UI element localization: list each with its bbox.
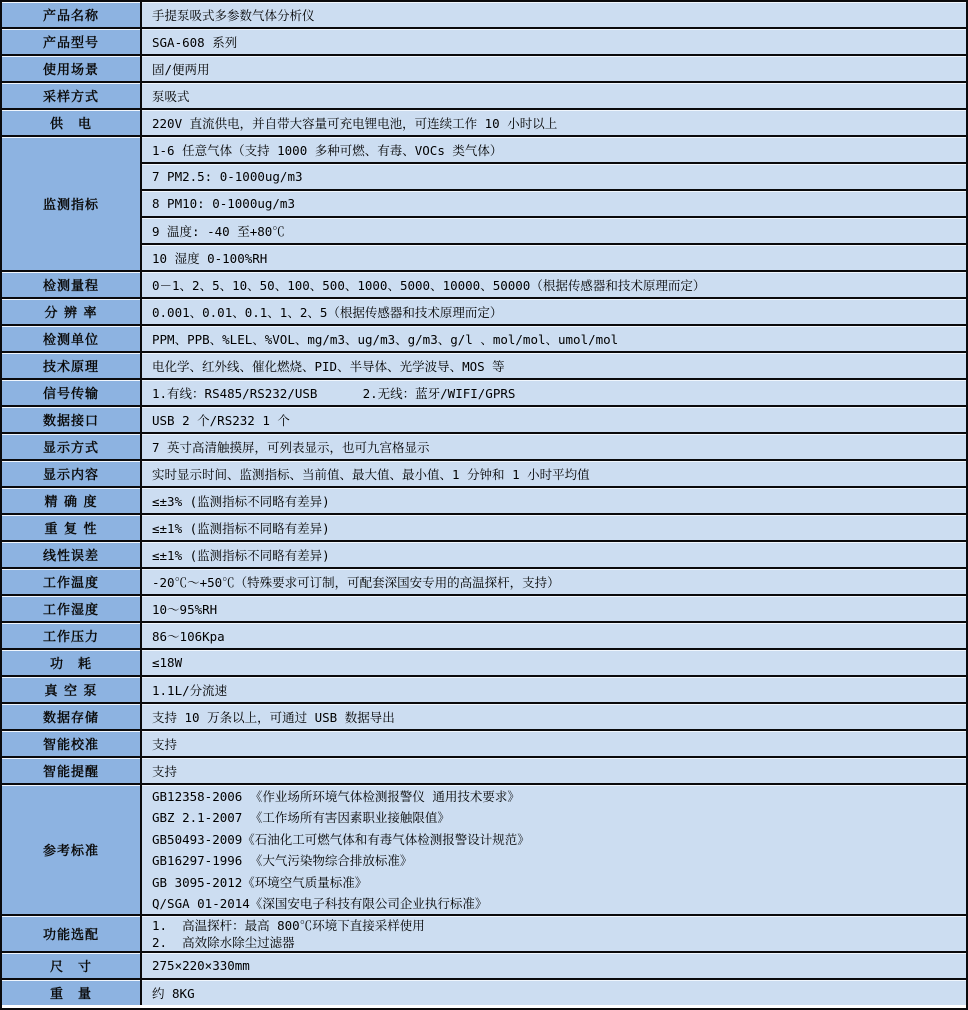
spec-value-line: 支持 <box>142 758 966 783</box>
spec-value-power-supply <box>142 110 966 135</box>
spec-value-display-content <box>142 461 966 486</box>
spec-value-line: 220V 直流供电，并自带大容量可充电锂电池，可连续工作 10 小时以上 <box>142 110 966 135</box>
spec-row-accuracy <box>2 488 966 515</box>
spec-value-smart-reminder <box>142 758 966 783</box>
spec-row-optional-features <box>2 916 966 953</box>
spec-value-optional-features <box>142 916 966 951</box>
spec-value-resolution <box>142 299 966 324</box>
spec-value-line: 1.有线：RS485/RS232/USB 2.无线：蓝牙/WIFI/GPRS <box>142 380 966 405</box>
spec-row-product-name <box>2 2 966 29</box>
spec-label-resolution: 分 辨 率 <box>2 299 142 324</box>
spec-value-line: 0.001、0.01、0.1、1、2、5（根据传感器和技术原理而定） <box>142 299 966 324</box>
spec-value-monitor-indicators <box>142 137 966 270</box>
spec-value-line: 实时显示时间、监测指标、当前值、最大值、最小值、1 分钟和 1 小时平均值 <box>142 461 966 486</box>
spec-value-line: SGA-608 系列 <box>142 29 966 54</box>
spec-row-sampling-method <box>2 83 966 110</box>
spec-value-product-name <box>142 2 966 27</box>
spec-label-monitor-indicators: 监测指标 <box>2 137 142 270</box>
spec-row-working-temperature <box>2 569 966 596</box>
spec-label-power-supply: 供 电 <box>2 110 142 135</box>
spec-value-line: ≤±1% (监测指标不同略有差异) <box>142 542 966 567</box>
spec-label-working-humidity: 工作湿度 <box>2 596 142 621</box>
spec-label-vacuum-pump: 真 空 泵 <box>2 677 142 702</box>
spec-value-line: GB50493-2009《石油化工可燃气体和有毒气体检测报警设计规范》 <box>142 828 966 850</box>
spec-value-working-temperature <box>142 569 966 594</box>
spec-label-sampling-method: 采样方式 <box>2 83 142 108</box>
spec-value-line: 0－1、2、5、10、50、100、500、1000、5000、10000、50000（根据传感器和技术原理而定） <box>142 272 966 297</box>
spec-label-repeatability: 重 复 性 <box>2 515 142 540</box>
spec-value-usage-scene <box>142 56 966 81</box>
spec-value-line: 1-6 任意气体（支持 1000 多种可燃、有毒、VOCs 类气体） <box>142 137 966 164</box>
spec-value-line: PPM、PPB、%LEL、%VOL、mg/m3、ug/m3、g/m3、g/l 、mol/mol、umol/mol <box>142 326 966 351</box>
spec-value-line: 约 8KG <box>142 980 966 1005</box>
spec-row-product-model <box>2 29 966 56</box>
spec-value-line: USB 2 个/RS232 1 个 <box>142 407 966 432</box>
spec-row-signal-transmission <box>2 380 966 407</box>
spec-row-power-supply <box>2 110 966 137</box>
spec-row-smart-calibration <box>2 731 966 758</box>
spec-label-optional-features: 功能选配 <box>2 916 142 951</box>
spec-label-display-mode: 显示方式 <box>2 434 142 459</box>
spec-row-data-storage <box>2 704 966 731</box>
spec-value-line: Q/SGA 01-2014《深国安电子科技有限公司企业执行标准》 <box>142 893 966 915</box>
spec-value-data-interface <box>142 407 966 432</box>
spec-value-line: GB12358-2006 《作业场所环境气体检测报警仪 通用技术要求》 <box>142 785 966 807</box>
spec-label-power-consumption: 功 耗 <box>2 650 142 675</box>
spec-label-working-temperature: 工作温度 <box>2 569 142 594</box>
spec-label-tech-principle: 技术原理 <box>2 353 142 378</box>
spec-label-weight: 重 量 <box>2 980 142 1005</box>
spec-label-data-interface: 数据接口 <box>2 407 142 432</box>
spec-value-line: 支持 10 万条以上，可通过 USB 数据导出 <box>142 704 966 729</box>
spec-value-line: GB 3095-2012《环境空气质量标准》 <box>142 871 966 893</box>
spec-value-product-model <box>142 29 966 54</box>
spec-value-line: ≤18W <box>142 650 966 675</box>
spec-label-working-pressure: 工作压力 <box>2 623 142 648</box>
spec-row-display-mode <box>2 434 966 461</box>
spec-value-vacuum-pump <box>142 677 966 702</box>
spec-label-display-content: 显示内容 <box>2 461 142 486</box>
spec-value-detection-units <box>142 326 966 351</box>
spec-value-line: -20℃～+50℃（特殊要求可订制，可配套深国安专用的高温探杆，支持） <box>142 569 966 594</box>
spec-value-reference-standards <box>142 785 966 914</box>
spec-value-smart-calibration <box>142 731 966 756</box>
spec-label-usage-scene: 使用场景 <box>2 56 142 81</box>
spec-row-tech-principle <box>2 353 966 380</box>
spec-value-tech-principle <box>142 353 966 378</box>
spec-value-line: 手提泵吸式多参数气体分析仪 <box>142 2 966 27</box>
spec-value-line: GBZ 2.1-2007 《工作场所有害因素职业接触限值》 <box>142 807 966 829</box>
spec-value-line: 86～106Kpa <box>142 623 966 648</box>
spec-row-reference-standards <box>2 785 966 916</box>
spec-value-line: 支持 <box>142 731 966 756</box>
spec-value-data-storage <box>142 704 966 729</box>
spec-value-line: 1.1L/分流速 <box>142 677 966 702</box>
spec-value-line: 1. 高温探杆：最高 800℃环境下直接采样使用 <box>142 916 966 934</box>
spec-value-line: 电化学、红外线、催化燃烧、PID、半导体、光学波导、MOS 等 <box>142 353 966 378</box>
spec-label-dimensions: 尺 寸 <box>2 953 142 978</box>
spec-value-repeatability <box>142 515 966 540</box>
spec-label-product-name: 产品名称 <box>2 2 142 27</box>
spec-value-working-pressure <box>142 623 966 648</box>
spec-row-display-content <box>2 461 966 488</box>
spec-label-detection-units: 检测单位 <box>2 326 142 351</box>
spec-label-reference-standards: 参考标准 <box>2 785 142 914</box>
spec-value-accuracy <box>142 488 966 513</box>
spec-label-data-storage: 数据存储 <box>2 704 142 729</box>
spec-row-linearity-error <box>2 542 966 569</box>
spec-value-sampling-method <box>142 83 966 108</box>
spec-value-line: 8 PM10: 0-1000ug/m3 <box>142 191 966 218</box>
spec-row-working-humidity <box>2 596 966 623</box>
spec-row-monitor-indicators <box>2 137 966 272</box>
spec-value-line: 275×220×330mm <box>142 953 966 978</box>
spec-value-line: 7 英寸高清触摸屏，可列表显示，也可九宫格显示 <box>142 434 966 459</box>
spec-value-line: 固/便两用 <box>142 56 966 81</box>
spec-value-line: 泵吸式 <box>142 83 966 108</box>
spec-value-line: 2. 高效除水除尘过滤器 <box>142 934 966 952</box>
spec-row-repeatability <box>2 515 966 542</box>
spec-row-resolution <box>2 299 966 326</box>
spec-row-power-consumption <box>2 650 966 677</box>
spec-label-detection-range: 检测量程 <box>2 272 142 297</box>
spec-label-signal-transmission: 信号传输 <box>2 380 142 405</box>
spec-value-dimensions <box>142 953 966 978</box>
spec-row-dimensions <box>2 953 966 980</box>
spec-value-power-consumption <box>142 650 966 675</box>
spec-row-vacuum-pump <box>2 677 966 704</box>
spec-value-display-mode <box>142 434 966 459</box>
spec-value-line: ≤±1% (监测指标不同略有差异) <box>142 515 966 540</box>
spec-row-weight <box>2 980 966 1005</box>
spec-value-line: 10～95%RH <box>142 596 966 621</box>
spec-value-weight <box>142 980 966 1005</box>
spec-row-smart-reminder <box>2 758 966 785</box>
spec-label-product-model: 产品型号 <box>2 29 142 54</box>
spec-value-line: 9 温度: -40 至+80℃ <box>142 218 966 245</box>
spec-value-detection-range <box>142 272 966 297</box>
spec-label-smart-calibration: 智能校准 <box>2 731 142 756</box>
spec-value-linearity-error <box>142 542 966 567</box>
spec-value-line: 7 PM2.5: 0-1000ug/m3 <box>142 164 966 191</box>
spec-row-data-interface <box>2 407 966 434</box>
spec-row-usage-scene <box>2 56 966 83</box>
spec-label-smart-reminder: 智能提醒 <box>2 758 142 783</box>
spec-value-line: GB16297-1996 《大气污染物综合排放标准》 <box>142 850 966 872</box>
spec-label-accuracy: 精 确 度 <box>2 488 142 513</box>
spec-value-signal-transmission <box>142 380 966 405</box>
spec-row-working-pressure <box>2 623 966 650</box>
spec-value-line: 10 湿度 0-100%RH <box>142 245 966 270</box>
spec-value-working-humidity <box>142 596 966 621</box>
spec-value-line: ≤±3% (监测指标不同略有差异) <box>142 488 966 513</box>
spec-row-detection-range <box>2 272 966 299</box>
spec-row-detection-units <box>2 326 966 353</box>
spec-label-linearity-error: 线性误差 <box>2 542 142 567</box>
